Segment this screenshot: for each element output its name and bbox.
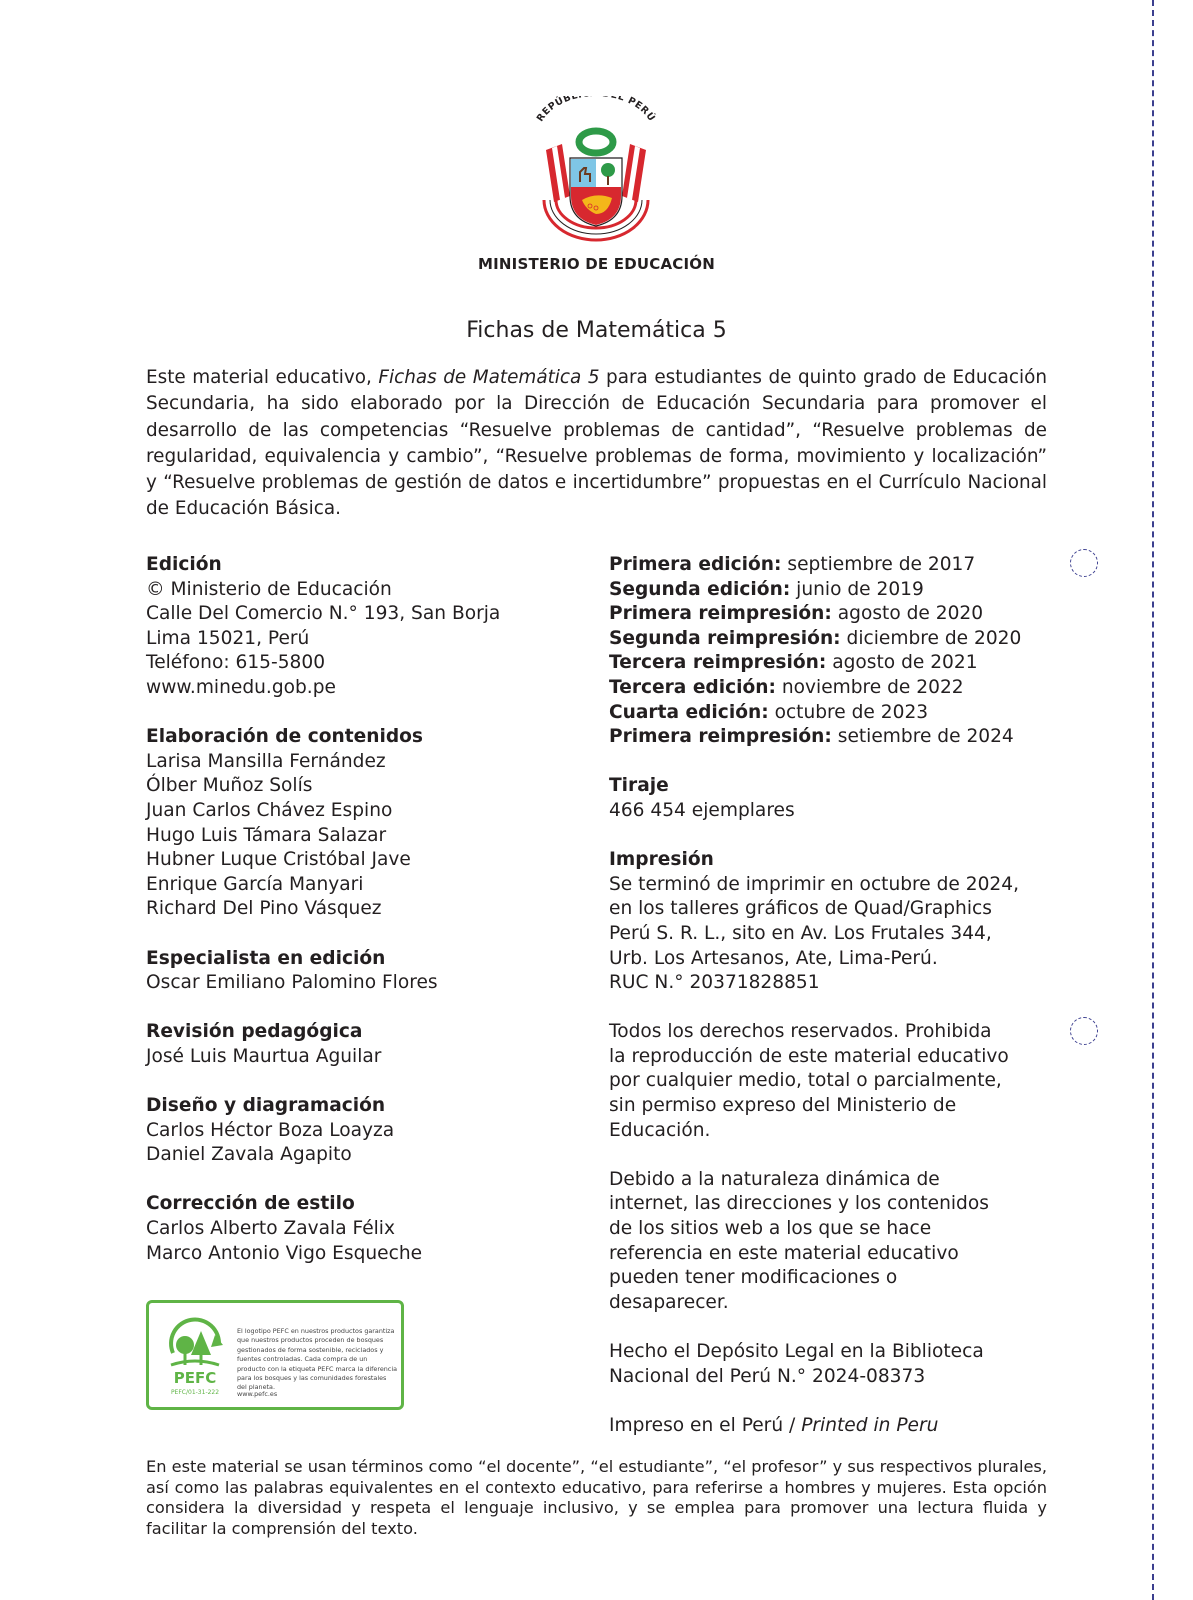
especialista-label: Especialista en edición xyxy=(146,947,386,969)
legal-deposit-paragraph xyxy=(609,1340,1069,1389)
pefc-logo xyxy=(163,1315,227,1399)
impresion-line: Perú S. R. L., sito en Av. Los Frutales 344, xyxy=(609,922,992,944)
punch-hole-mark-bottom xyxy=(1070,1017,1098,1045)
intro-paragraph xyxy=(146,365,1047,523)
page-title: Fichas de Matemática 5 xyxy=(466,318,727,343)
rights-line: por cualquier medio, total o parcialmente, xyxy=(609,1070,1002,1092)
tiraje-label: Tiraje xyxy=(609,775,669,797)
credits-left-column xyxy=(146,553,586,1291)
pefc-code: PEFC/01-31-222 xyxy=(170,1389,220,1396)
impresion-line: Se terminó de imprimir en octubre de 2024, xyxy=(609,873,1020,895)
edition-date: junio de 2019 xyxy=(790,578,924,600)
edition-label: Segunda reimpresión: xyxy=(609,627,841,649)
legal-deposit-line: Hecho el Depósito Legal en la Biblioteca xyxy=(609,1341,984,1362)
rights-line: la reproducción de este material educativo xyxy=(609,1045,1009,1067)
edicion-line: Calle Del Comercio N.° 193, San Borja xyxy=(146,603,501,625)
diseno-name: Carlos Héctor Boza Loayza xyxy=(146,1119,395,1141)
edition-date: agosto de 2020 xyxy=(831,603,984,625)
edition-date: setiembre de 2024 xyxy=(831,726,1014,748)
correccion-block xyxy=(146,1192,586,1266)
website-text: www.minedu.gob.pe xyxy=(146,676,336,698)
edicion-line: Teléfono: 615-5800 xyxy=(146,652,326,674)
seal-arc-text: REPÚBL L PERÚ xyxy=(534,96,658,124)
author-name: Enrique García Manyari xyxy=(146,873,364,895)
elaboracion-label: Elaboración de contenidos xyxy=(146,726,423,748)
edition-row xyxy=(609,701,1069,726)
author-name: Larisa Mansilla Fernández xyxy=(146,750,386,772)
edition-date: diciembre de 2020 xyxy=(840,627,1022,649)
web-notice-paragraph xyxy=(609,1168,1069,1316)
web-notice-line: referencia en este material educativo xyxy=(609,1242,959,1264)
edition-label: Primera reimpresión: xyxy=(609,603,832,625)
author-name: Juan Carlos Chávez Espino xyxy=(146,799,393,821)
edition-label: Cuarta edición: xyxy=(609,701,769,723)
editions-block xyxy=(609,553,1069,750)
web-notice-line: Debido a la naturaleza dinámica de xyxy=(609,1168,940,1190)
author-name: Richard Del Pino Vásquez xyxy=(146,898,382,920)
edicion-block xyxy=(146,553,586,701)
coat-of-arms-icon xyxy=(530,96,662,248)
diseno-block xyxy=(146,1094,586,1168)
impresion-block xyxy=(609,848,1069,996)
correccion-name: Carlos Alberto Zavala Félix xyxy=(146,1218,395,1240)
rights-paragraph xyxy=(609,1020,1069,1143)
web-notice-line: desaparecer. xyxy=(609,1291,729,1313)
correccion-name: Marco Antonio Vigo Esqueche xyxy=(146,1242,423,1264)
especialista-name: Oscar Emiliano Palomino Flores xyxy=(146,972,438,994)
tiraje-block xyxy=(609,774,1069,823)
revision-label: Revisión pedagógica xyxy=(146,1021,363,1043)
intro-text-rest: para estudiantes de quinto grado de Educación Secundaria, ha sido elaborado por la Dirección de Educación Secundaria para promover el desarrollo de las competencias “Resuelve problemas de cantidad”, “Resuelve problemas de regularidad, equivalencia y cambio”, “Resuelve problemas de forma, movimiento y localización” y “Resuelve problemas de gestión de datos e incertidumbre” propuestas en el Currículo Nacional de Educación Básica. xyxy=(146,367,1047,520)
edition-date: agosto de 2021 xyxy=(826,652,978,674)
edition-date: octubre de 2023 xyxy=(768,701,929,723)
edition-row xyxy=(609,725,1069,750)
impresion-line: Urb. Los Artesanos, Ate, Lima-Perú. xyxy=(609,947,938,969)
intro-text-start: Este material educativo, xyxy=(146,367,379,388)
web-notice-line: internet, las direcciones y los contenidos xyxy=(609,1193,989,1215)
punch-hole-mark-top xyxy=(1070,549,1098,577)
impresion-line: RUC N.° 20371828851 xyxy=(609,972,820,994)
edition-label: Primera reimpresión: xyxy=(609,726,832,748)
author-name: Hugo Luis Támara Salazar xyxy=(146,824,387,846)
pefc-description: El logotipo PEFC en nuestros productos garantiza que nuestros productos proceden de bosques gestionados de forma sostenible, reciclados y fuentes controladas. Cada compra de un producto con la etiqueta PEFC marca la diferencia para los bosques y las comunidades forestales del planeta. xyxy=(237,1327,398,1392)
intro-book-title: Fichas de Matemática 5 xyxy=(378,367,600,388)
edicion-line: © Ministerio de Educación xyxy=(146,578,392,600)
legal-deposit-line: Nacional del Perú N.° 2024-08373 xyxy=(609,1365,926,1387)
printed-in-paragraph xyxy=(609,1414,1069,1439)
rights-line: Educación. xyxy=(609,1119,711,1141)
author-name: Hubner Luque Cristóbal Jave xyxy=(146,849,411,871)
printed-in-line xyxy=(609,1414,1069,1439)
edicion-label: Edición xyxy=(146,554,222,575)
author-name: Ólber Muñoz Solís xyxy=(146,775,313,797)
edition-row xyxy=(609,553,1069,578)
web-notice-line: de los sitios web a los que se hace xyxy=(609,1218,932,1240)
ministry-name: MINISTERIO DE EDUCACIÓN xyxy=(478,255,715,273)
rights-line: sin permiso expreso del Ministerio de xyxy=(609,1095,957,1117)
diseno-label: Diseño y diagramación xyxy=(146,1095,386,1117)
web-notice-line: pueden tener modificaciones o xyxy=(609,1267,898,1289)
rights-line: Todos los derechos reservados. Prohibida xyxy=(609,1021,992,1043)
printed-in-spanish: Impreso en el Perú / xyxy=(609,1414,802,1436)
pefc-brand: PEFC xyxy=(173,1369,217,1387)
tiraje-value: 466 454 ejemplares xyxy=(609,799,795,821)
edition-row xyxy=(609,627,1069,652)
edition-label: Primera edición: xyxy=(609,554,782,575)
edition-label: Segunda edición: xyxy=(609,578,791,600)
pefc-url: www.pefc.es xyxy=(237,1390,278,1398)
edition-label: Tercera edición: xyxy=(609,676,776,698)
edition-row xyxy=(609,676,1069,701)
edition-row xyxy=(609,651,1069,676)
pefc-certification-box xyxy=(146,1300,404,1410)
correccion-label: Corrección de estilo xyxy=(146,1193,355,1215)
edition-date: septiembre de 2017 xyxy=(781,554,976,575)
edicion-line: Lima 15021, Perú xyxy=(146,627,310,649)
edition-row xyxy=(609,602,1069,627)
pefc-tree-icon xyxy=(163,1315,227,1399)
svg-text:REPÚBLICA DEL PERÚ xyxy=(535,96,658,124)
edition-date: noviembre de 2022 xyxy=(775,676,964,698)
impresion-label: Impresión xyxy=(609,849,714,871)
inclusive-language-note: En este material se usan términos como “el docente”, “el estudiante”, “el profesor” y sus respectivos plurales, así como las palabras equivalentes en el contexto educativo, para referirse a hombres y mujeres. Esta opción considera la diversidad y respeta el lenguaje inclusivo, y se emplea para promover una lectura fluida y facilitar la comprensión del texto. xyxy=(146,1457,1047,1538)
margin-dashed-line xyxy=(1152,0,1154,1600)
especialista-block xyxy=(146,947,586,996)
edition-row xyxy=(609,578,1069,603)
impresion-line: en los talleres gráficos de Quad/Graphics xyxy=(609,898,992,920)
revision-block xyxy=(146,1020,586,1069)
credits-right-column xyxy=(609,553,1069,1463)
revision-name: José Luis Maurtua Aguilar xyxy=(146,1045,382,1067)
elaboracion-block xyxy=(146,725,586,922)
diseno-name: Daniel Zavala Agapito xyxy=(146,1144,352,1166)
printed-in-english: Printed in Peru xyxy=(801,1414,939,1436)
peru-coat-of-arms-seal xyxy=(530,96,662,248)
edition-label: Tercera reimpresión: xyxy=(609,652,827,674)
